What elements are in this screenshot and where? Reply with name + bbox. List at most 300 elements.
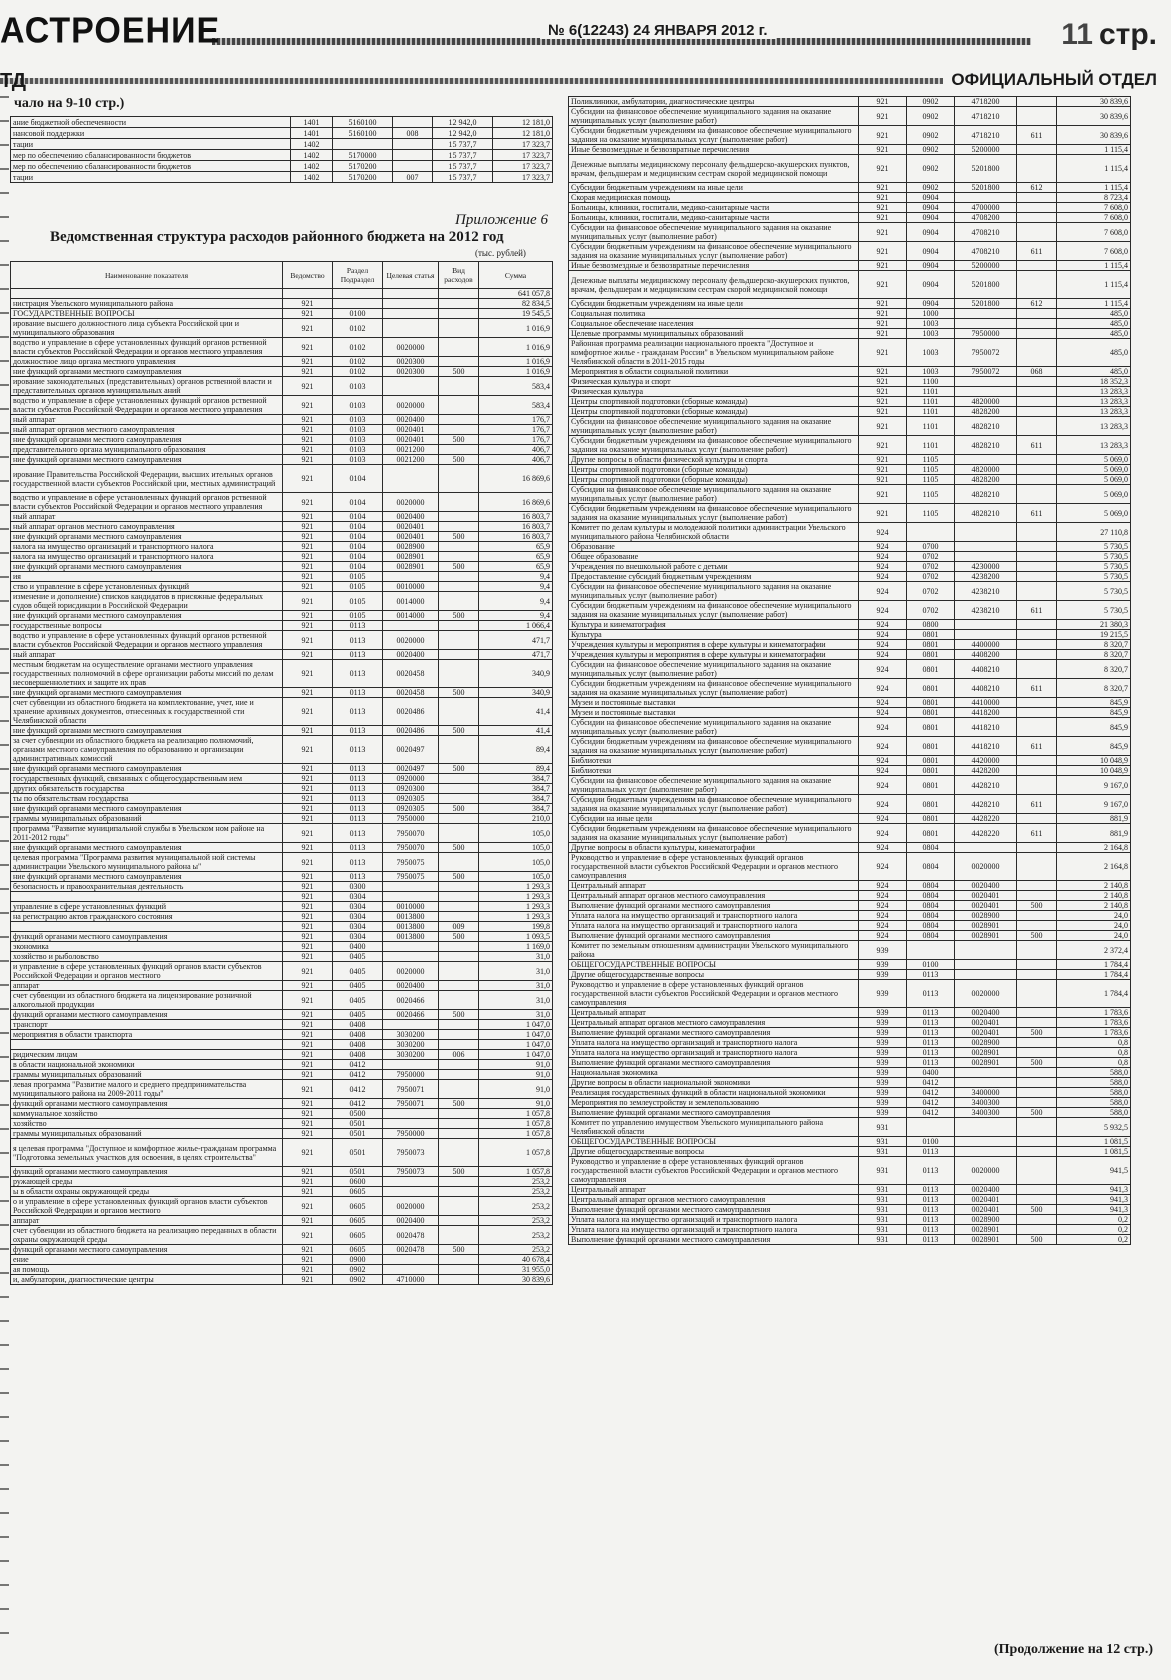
row-name: функций органами местного самоуправления <box>11 932 283 942</box>
row-name <box>11 1040 283 1050</box>
table-row <box>569 552 1131 562</box>
row-sum: 1 057,8 <box>479 1109 553 1119</box>
row-name: Выполнение функций органами местного самоуправления <box>569 1028 859 1038</box>
row-department: 921 <box>283 942 333 952</box>
row-sum: 1 057,8 <box>479 1119 553 1129</box>
table-row <box>11 532 553 542</box>
row-section: 0104 <box>333 512 383 522</box>
row-department: 924 <box>859 931 907 941</box>
row-target <box>383 1187 439 1197</box>
row-section: 0804 <box>907 901 955 911</box>
row-type <box>439 952 479 962</box>
table-row <box>569 309 1131 319</box>
table-row <box>11 150 553 161</box>
row-type <box>439 882 479 892</box>
row-department: 921 <box>283 552 333 562</box>
row-department: 924 <box>859 718 907 737</box>
row-target: 0020401 <box>383 532 439 542</box>
row-target: 0010000 <box>383 582 439 592</box>
row-section: 0104 <box>333 522 383 532</box>
row-name: Общее образование <box>569 552 859 562</box>
row-section: 0412 <box>907 1098 955 1108</box>
row-sum: 18 352,3 <box>1057 377 1131 387</box>
row-target: 7950071 <box>383 1099 439 1109</box>
row-name: изменение и дополнение) списков кандидатов в присяжные федеральных судов общей юрисдикции в Российской Федерации <box>11 592 283 611</box>
table-row <box>11 172 553 183</box>
row-department: 921 <box>283 912 333 922</box>
row-type <box>439 1080 479 1099</box>
row-section: 1105 <box>907 475 955 485</box>
table-row <box>569 223 1131 242</box>
row-name: Выполнение функций органами местного самоуправления <box>569 1058 859 1068</box>
row-type: 500 <box>439 562 479 572</box>
row-sum: 485,0 <box>1057 309 1131 319</box>
table-row <box>569 1008 1131 1018</box>
row-sum: 17 323,7 <box>493 161 553 172</box>
table-row <box>11 128 553 139</box>
row-name: Культура <box>569 630 859 640</box>
row-name: ный аппарат <box>11 650 283 660</box>
row-target: 5201800 <box>955 183 1017 193</box>
row-type: 500 <box>439 843 479 853</box>
row-target: 0020400 <box>383 512 439 522</box>
row-type <box>439 774 479 784</box>
row-target: 4418200 <box>955 708 1017 718</box>
row-section: 0412 <box>333 1060 383 1070</box>
row-type: 611 <box>1017 242 1057 261</box>
row-name: хозяйство <box>11 1119 283 1129</box>
row-target: 0020458 <box>383 660 439 688</box>
row-type <box>439 1119 479 1129</box>
row-target <box>955 1118 1017 1137</box>
row-type <box>439 465 479 493</box>
row-section: 0605 <box>333 1226 383 1245</box>
table-row <box>569 485 1131 504</box>
row-department: 921 <box>859 417 907 436</box>
row-type <box>1017 1018 1057 1028</box>
unit-label: (тыс. рублей) <box>475 248 526 258</box>
row-section: 0103 <box>333 377 383 396</box>
row-section: 0801 <box>907 698 955 708</box>
row-target: 0020401 <box>383 425 439 435</box>
row-sum: 10 048,9 <box>1057 766 1131 776</box>
row-type: 611 <box>1017 126 1057 145</box>
row-target: 4708210 <box>955 242 1017 261</box>
row-target: 7950073 <box>383 1167 439 1177</box>
row-section: 5160100 <box>333 117 393 128</box>
table-row <box>11 892 553 902</box>
table-row <box>11 764 553 774</box>
table-row <box>569 1098 1131 1108</box>
row-name: ние функций органами местного самоуправления <box>11 532 283 542</box>
table-row <box>569 107 1131 126</box>
row-name: ный аппарат <box>11 512 283 522</box>
row-name: Выполнение функций органами местного самоуправления <box>569 1108 859 1118</box>
row-target <box>383 377 439 396</box>
row-section: 0405 <box>333 981 383 991</box>
row-type <box>1017 261 1057 271</box>
row-sum: 1 115,4 <box>1057 271 1131 299</box>
table-row <box>569 145 1131 155</box>
table-row <box>569 242 1131 261</box>
row-target <box>383 942 439 952</box>
row-target: 4410000 <box>955 698 1017 708</box>
row-name: ирование высшего должностного лица субъекта Российской ции и муниципального образования <box>11 319 283 338</box>
row-sum: 1 016,9 <box>479 319 553 338</box>
row-section: 1003 <box>907 367 955 377</box>
row-section: 0904 <box>907 261 955 271</box>
row-target <box>393 161 433 172</box>
row-section: 0102 <box>333 319 383 338</box>
row-name: Центральный аппарат <box>569 1008 859 1018</box>
row-department: 939 <box>859 1058 907 1068</box>
row-target: 4828200 <box>955 407 1017 417</box>
row-department: 921 <box>859 339 907 367</box>
row-section: 0104 <box>333 542 383 552</box>
row-target: 0028901 <box>955 1235 1017 1245</box>
row-sum: 253,2 <box>479 1187 553 1197</box>
row-section: 0801 <box>907 795 955 814</box>
row-sum: 12 181,0 <box>493 128 553 139</box>
row-sum: 1 115,4 <box>1057 261 1131 271</box>
row-section: 0400 <box>907 1068 955 1078</box>
row-name: ние функций органами местного самоуправления <box>11 726 283 736</box>
row-name: Выполнение функций органами местного самоуправления <box>569 901 859 911</box>
row-section: 0804 <box>907 853 955 881</box>
row-sum: 5 730,5 <box>1057 552 1131 562</box>
row-department: 921 <box>859 377 907 387</box>
row-type: 500 <box>1017 931 1057 941</box>
row-section: 0804 <box>907 921 955 931</box>
row-type: 500 <box>439 932 479 942</box>
row-type <box>1017 1088 1057 1098</box>
row-department: 924 <box>859 911 907 921</box>
row-department: 924 <box>859 562 907 572</box>
row-target: 4400000 <box>955 640 1017 650</box>
row-department: 921 <box>283 1265 333 1275</box>
table-row <box>569 881 1131 891</box>
row-name: Субсидии бюджетным учреждениям на иные цели <box>569 299 859 309</box>
table-row <box>569 843 1131 853</box>
row-sum: 30 839,6 <box>1057 107 1131 126</box>
row-name: Физическая культура и спорт <box>569 377 859 387</box>
row-target <box>955 552 1017 562</box>
row-section: 1101 <box>907 417 955 436</box>
row-sum: 2 164,8 <box>1057 853 1131 881</box>
row-name: Субсидии бюджетным учреждениям на финансовое обеспечение муниципального задания на оказание муниципальных услуг (выполнение работ) <box>569 679 859 698</box>
row-department: 921 <box>283 814 333 824</box>
row-section: 0300 <box>333 882 383 892</box>
continued-on-note: (Продолжение на 12 стр.) <box>994 1642 1153 1657</box>
row-department: 939 <box>859 980 907 1008</box>
row-name: коммунальное хозяйство <box>11 1109 283 1119</box>
row-department: 921 <box>283 1030 333 1040</box>
table-row <box>11 882 553 892</box>
row-name: других обязательств государства <box>11 784 283 794</box>
row-department: 924 <box>859 824 907 843</box>
row-sum: 176,7 <box>479 425 553 435</box>
row-department: 921 <box>283 1167 333 1177</box>
row-target <box>955 319 1017 329</box>
row-target <box>383 299 439 309</box>
row-section: 0113 <box>907 1018 955 1028</box>
table-row <box>11 139 553 150</box>
row-department: 921 <box>283 611 333 621</box>
row-name: Субсидии на финансовое обеспечение муниципального задания на оказание муниципальных услуг (выполнение работ) <box>569 223 859 242</box>
row-name: аппарат <box>11 981 283 991</box>
table-row <box>569 1048 1131 1058</box>
row-section: 0304 <box>333 922 383 932</box>
row-sum: 1 057,8 <box>479 1167 553 1177</box>
row-section: 0801 <box>907 814 955 824</box>
row-type <box>1017 1098 1057 1108</box>
row-section: 0501 <box>333 1119 383 1129</box>
row-name: Субсидии бюджетным учреждениям на финансовое обеспечение муниципального задания на оказание муниципальных услуг (выполнение работ) <box>569 795 859 814</box>
table-row <box>11 688 553 698</box>
row-type <box>1017 708 1057 718</box>
row-department: 921 <box>283 804 333 814</box>
row-type <box>1017 970 1057 980</box>
row-sum: 105,0 <box>479 843 553 853</box>
row-type <box>1017 620 1057 630</box>
row-type <box>439 824 479 843</box>
row-target: 5201800 <box>955 155 1017 183</box>
row-type <box>1017 203 1057 213</box>
row-name: ирование законодательных (представительных) органов рственной власти и представительных органов муниципальных аний <box>11 377 283 396</box>
row-sum: 89,4 <box>479 764 553 774</box>
table-header-row <box>11 262 553 289</box>
row-target: 4828200 <box>955 475 1017 485</box>
row-sum: 485,0 <box>1057 329 1131 339</box>
table-row <box>11 562 553 572</box>
row-section: 0113 <box>907 970 955 980</box>
row-type: 068 <box>1017 367 1057 377</box>
row-section: 1101 <box>907 407 955 417</box>
row-department: 921 <box>283 698 333 726</box>
row-department: 921 <box>283 1255 333 1265</box>
row-name: Уплата налога на имущество организаций и транспортного налога <box>569 921 859 931</box>
row-sum: 0,8 <box>1057 1058 1131 1068</box>
table-title: Ведомственная структура расходов районного бюджета на 2012 год <box>50 229 504 245</box>
table-row <box>11 631 553 650</box>
row-target <box>383 1119 439 1129</box>
row-target: 4408210 <box>955 679 1017 698</box>
row-department: 924 <box>859 795 907 814</box>
table-row <box>11 1275 553 1285</box>
row-name: в области национальной экономики <box>11 1060 283 1070</box>
table-row <box>11 435 553 445</box>
row-department: 921 <box>283 415 333 425</box>
row-name: Национальная экономика <box>569 1068 859 1078</box>
row-section: 0412 <box>333 1070 383 1080</box>
row-target: 5200000 <box>955 145 1017 155</box>
row-section <box>333 289 383 299</box>
row-department: 921 <box>283 542 333 552</box>
row-section: 0702 <box>907 562 955 572</box>
row-type <box>1017 1195 1057 1205</box>
row-type: 12 942,0 <box>433 128 493 139</box>
row-sum: 1 066,4 <box>479 621 553 631</box>
row-sum: 1 783,6 <box>1057 1008 1131 1018</box>
row-sum: 9,4 <box>479 582 553 592</box>
row-department: 921 <box>283 532 333 542</box>
row-sum: 1 047,0 <box>479 1050 553 1060</box>
table-row <box>569 582 1131 601</box>
row-name: граммы муниципальных образований <box>11 814 283 824</box>
row-section: 0113 <box>907 1058 955 1068</box>
row-sum: 1 784,4 <box>1057 960 1131 970</box>
row-type <box>439 912 479 922</box>
row-section: 0103 <box>333 425 383 435</box>
row-department: 924 <box>859 853 907 881</box>
row-target: 0020466 <box>383 1010 439 1020</box>
row-section: 0405 <box>333 962 383 981</box>
row-name: Субсидии бюджетным учреждениям на финансовое обеспечение муниципального задания на оказание муниципальных услуг (выполнение работ) <box>569 601 859 620</box>
table-row <box>11 117 553 128</box>
table-row <box>569 650 1131 660</box>
row-sum: 65,9 <box>479 552 553 562</box>
row-target: 008 <box>393 128 433 139</box>
row-sum: 1 293,3 <box>479 892 553 902</box>
row-department: 1401 <box>291 128 333 139</box>
row-name <box>11 892 283 902</box>
row-section: 0904 <box>907 271 955 299</box>
row-department: 921 <box>283 843 333 853</box>
row-department: 921 <box>283 991 333 1010</box>
row-department: 931 <box>859 1118 907 1137</box>
row-name: Руководство и управление в сфере установленных функций органов государственной власти субъектов Российской Федерации и органов местного самоуправления <box>569 1157 859 1185</box>
row-sum: 1 293,3 <box>479 912 553 922</box>
row-department: 939 <box>859 1038 907 1048</box>
row-target <box>955 941 1017 960</box>
table-row <box>569 1118 1131 1137</box>
row-sum: 583,4 <box>479 377 553 396</box>
row-target: 4418210 <box>955 718 1017 737</box>
table-row <box>569 901 1131 911</box>
row-department: 921 <box>859 309 907 319</box>
row-department: 921 <box>283 922 333 932</box>
row-target <box>383 309 439 319</box>
row-target <box>393 117 433 128</box>
row-target <box>955 1078 1017 1088</box>
row-sum: 384,7 <box>479 774 553 784</box>
row-department: 921 <box>283 319 333 338</box>
row-section: 0605 <box>333 1197 383 1216</box>
row-type <box>439 493 479 512</box>
table-row <box>569 377 1131 387</box>
row-name: левая программа "Развитие малого и среднего предпринимательства муниципального района на 2009-2011 годы" <box>11 1080 283 1099</box>
table-row <box>11 942 553 952</box>
table-row <box>11 1187 553 1197</box>
row-target: 4718210 <box>955 126 1017 145</box>
row-type <box>439 736 479 764</box>
row-name: Иные безвозмездные и безвозвратные перечисления <box>569 145 859 155</box>
row-target: 0020401 <box>955 1205 1017 1215</box>
row-type <box>439 1275 479 1285</box>
table-row <box>569 911 1131 921</box>
row-section: 0113 <box>333 650 383 660</box>
row-target: 0920300 <box>383 784 439 794</box>
row-sum: 30 839,6 <box>1057 97 1131 107</box>
table-row <box>569 417 1131 436</box>
row-department: 921 <box>283 650 333 660</box>
row-target: 0013800 <box>383 922 439 932</box>
row-department: 921 <box>283 1080 333 1099</box>
row-sum: 41,4 <box>479 698 553 726</box>
row-type <box>439 377 479 396</box>
table-row <box>11 774 553 784</box>
row-department: 921 <box>859 436 907 455</box>
row-section: 0104 <box>333 562 383 572</box>
table-row <box>569 1185 1131 1195</box>
row-type <box>1017 107 1057 126</box>
row-target: 0020486 <box>383 726 439 736</box>
row-department: 921 <box>859 145 907 155</box>
row-type <box>1017 397 1057 407</box>
row-name: Субсидии на финансовое обеспечение муниципального задания на оказание муниципальных услуг (выполнение работ) <box>569 417 859 436</box>
row-sum: 41,4 <box>479 726 553 736</box>
row-sum: 5 069,0 <box>1057 475 1131 485</box>
table-row <box>569 1028 1131 1038</box>
row-type <box>1017 1048 1057 1058</box>
row-department: 921 <box>283 794 333 804</box>
row-department: 931 <box>859 1137 907 1147</box>
row-section: 0801 <box>907 756 955 766</box>
row-section: 0408 <box>333 1020 383 1030</box>
row-sum: 5 932,5 <box>1057 1118 1131 1137</box>
table-row <box>569 183 1131 193</box>
row-section: 0105 <box>333 572 383 582</box>
row-section: 0102 <box>333 338 383 357</box>
row-type: 611 <box>1017 679 1057 698</box>
row-name: Образование <box>569 542 859 552</box>
row-department: 921 <box>859 407 907 417</box>
row-department: 931 <box>859 1225 907 1235</box>
row-type <box>439 794 479 804</box>
row-name: водство и управление в сфере установленных функций органов рственной власти субъектов Российской Федерации и органов местного управления <box>11 631 283 650</box>
row-section: 0605 <box>333 1245 383 1255</box>
row-target: 0028900 <box>955 1038 1017 1048</box>
row-department: 931 <box>859 1185 907 1195</box>
row-section: 0113 <box>333 814 383 824</box>
row-section: 0304 <box>333 912 383 922</box>
row-sum: 40 678,4 <box>479 1255 553 1265</box>
row-type: 500 <box>1017 1028 1057 1038</box>
row-department: 921 <box>283 764 333 774</box>
table-row <box>11 1129 553 1139</box>
table-row <box>11 952 553 962</box>
row-department: 1401 <box>291 117 333 128</box>
row-name: Центры спортивной подготовки (сборные команды) <box>569 465 859 475</box>
row-department: 931 <box>859 1147 907 1157</box>
row-target <box>393 139 433 150</box>
row-type <box>439 962 479 981</box>
table-row <box>569 970 1131 980</box>
row-department: 921 <box>859 455 907 465</box>
table-row <box>569 155 1131 183</box>
row-target <box>955 377 1017 387</box>
row-section: 0804 <box>907 881 955 891</box>
table-row <box>569 620 1131 630</box>
row-target <box>955 542 1017 552</box>
row-section: 5160100 <box>333 128 393 139</box>
row-target: 0020400 <box>955 881 1017 891</box>
row-department: 921 <box>859 504 907 523</box>
row-type <box>439 1197 479 1216</box>
row-department: 924 <box>859 881 907 891</box>
row-type <box>439 1020 479 1030</box>
row-department: 921 <box>283 367 333 377</box>
